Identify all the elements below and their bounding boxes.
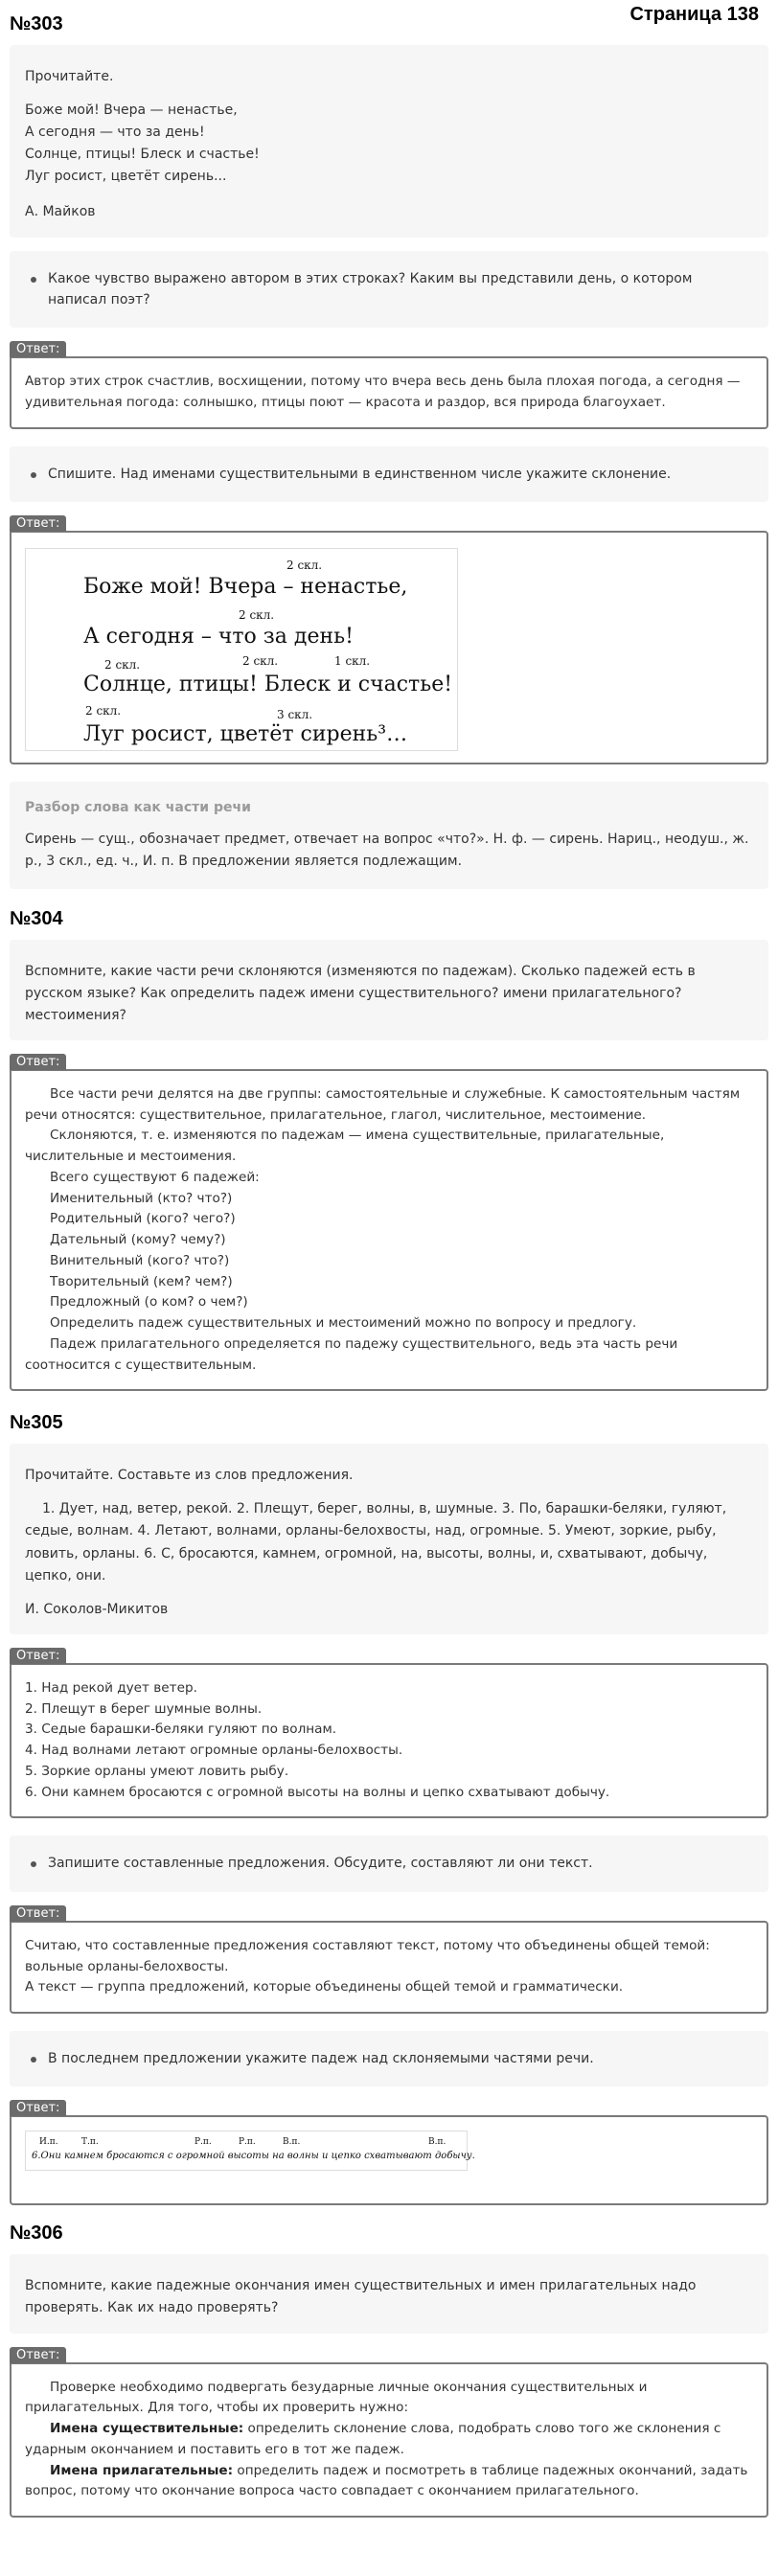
- sentence: 1. Над рекой дует ветер.: [25, 1679, 197, 1696]
- answer-label: Ответ:: [10, 2347, 66, 2363]
- case-label: В.п.: [428, 2137, 446, 2148]
- answer-box: [10, 356, 768, 429]
- answer-label: Ответ:: [10, 1905, 66, 1922]
- answer-paragraph: Всего существуют 6 падежей:: [50, 1169, 260, 1185]
- declension-label: 2 скл.: [242, 654, 279, 669]
- exercise-306-title: №306: [10, 2223, 63, 2245]
- answer-paragraph: Склоняются, т. е. изменяются по падежам — имена существительные, прилагательные, числительные и местоимения.: [25, 1128, 665, 1165]
- answer-paragraph: [25, 2461, 753, 2503]
- declension-label: 1 скл.: [334, 654, 371, 669]
- analysis-title: Разбор слова как части речи: [25, 800, 251, 816]
- question: [10, 446, 768, 502]
- question-text: В последнем предложении укажите падеж над склоняемыми частями речи.: [48, 2051, 594, 2066]
- answer-box: [10, 2362, 768, 2519]
- task-author: И. Соколов-Микитов: [25, 1601, 169, 1617]
- exercise-303-task: [10, 45, 768, 238]
- question: [10, 251, 768, 329]
- answer-box: [10, 531, 768, 764]
- case-label: Р.п.: [194, 2137, 212, 2148]
- declension-label: 2 скл.: [286, 559, 323, 573]
- case-label: Т.п.: [81, 2137, 99, 2148]
- answer-label: Ответ:: [10, 1648, 66, 1664]
- poem-line: Луг росист, цветёт сирень³…: [83, 722, 408, 747]
- page-number: Страница 138: [629, 4, 759, 25]
- case-item: Дательный (кому? чему?): [50, 1232, 226, 1248]
- sentence: 5. Зоркие орланы умеют ловить рыбу.: [25, 1763, 289, 1779]
- answer-box: [10, 1069, 768, 1392]
- answer-label: Ответ:: [10, 515, 66, 532]
- answer-paragraph: Проверке необходимо подвергать безударные личные окончания существительных и прилагательных. Для того, чтобы их проверить нужно:: [25, 2379, 648, 2416]
- sentence: 3. Седые барашки-беляки гуляют по волнам.: [25, 1721, 337, 1738]
- exercise-304-task: [10, 940, 768, 1040]
- bullet-icon: [31, 277, 36, 283]
- exercise-303-title: №303: [10, 13, 63, 34]
- answer-label: Ответ:: [10, 341, 66, 357]
- term-nouns: Имена существительные:: [50, 2421, 244, 2437]
- poem: Боже мой! Вчера — ненастье, А сегодня — что за день! Солнце, птицы! Блеск и счастье! Луг росист, цветёт сирень...: [25, 103, 260, 185]
- declension-label: 3 скл.: [277, 708, 313, 722]
- term-adjectives-text: определить падеж и посмотреть в таблице падежных окончаний, задать вопрос, потому что окончание вопроса часто совпадает с окончанием прилагательного.: [25, 2462, 748, 2499]
- case-item: Именительный (кто? что?): [50, 1190, 233, 1206]
- exercise-305-title: №305: [10, 1412, 63, 1434]
- exercise-305-task: [10, 1444, 768, 1634]
- sentence: 6. Они камнем бросаются с огромной высоты на волны и цепко схватывают добычу.: [25, 1784, 610, 1800]
- term-adjectives: Имена прилагательные:: [50, 2462, 234, 2478]
- declension-label: 2 скл.: [104, 658, 141, 672]
- case-label: Р.п.: [239, 2137, 256, 2148]
- poem-line: Боже мой! Вчера – ненастье,: [83, 575, 408, 600]
- poem-line: А сегодня – что за день!: [83, 625, 354, 650]
- case-item: Творительный (кем? чем?): [50, 1273, 233, 1289]
- exercise-306-task: [10, 2254, 768, 2333]
- answer-paragraph: Определить падеж существительных и местоимений можно по вопросу и предлогу.: [50, 1315, 637, 1332]
- question-text: Спишите. Над именами существительными в единственном числе укажите склонение.: [48, 466, 672, 482]
- answer-paragraph: Все части речи делятся на две группы: самостоятельные и служебные. К самостоятельным частям речи относятся: существительное, прилагательное, глагол, числительное, местоимение.: [25, 1085, 741, 1123]
- question-text: Какое чувство выражено автором в этих строках? Каким вы представили день, о котором написал поэт?: [48, 270, 693, 308]
- sentence-line: 6.Они камнем бросаются с огромной высоты на волны и цепко схватывают добычу.: [32, 2151, 475, 2162]
- poem-line: Солнце, птицы! Блеск и счастье!: [83, 672, 453, 697]
- answer-paragraph: [25, 2419, 753, 2461]
- case-label: И.п.: [39, 2137, 58, 2148]
- term-nouns-text: определить склонение слова, подобрать слово того же склонения с ударным окончанием и поставить его в тот же падеж.: [25, 2421, 721, 2457]
- answer-box: [10, 1663, 768, 1819]
- exercise-304-title: №304: [10, 907, 63, 929]
- case-item: Родительный (кого? чего?): [50, 1211, 236, 1227]
- answer-label: Ответ:: [10, 2100, 66, 2116]
- bullet-icon: [31, 472, 36, 478]
- analysis-text: Сирень — сущ., обозначает предмет, отвечает на вопрос «что?». Н. ф. — сирень. Нариц., неодуш., ж. р., 3 скл., ед. ч., И. п. В предложении является подлежащим.: [25, 832, 749, 870]
- sentence: 4. Над волнами летают огромные орланы-белохвосты.: [25, 1743, 403, 1759]
- task-intro: Прочитайте. Составьте из слов предложения.: [25, 1468, 354, 1484]
- handwritten-answer-image: [25, 548, 458, 751]
- task-text: Вспомните, какие части речи склоняются (изменяются по падежам). Сколько падежей есть в русском языке? Как определить падеж имени существительного? имени прилагательного? местоимения?: [25, 963, 696, 1023]
- word-analysis: [10, 782, 768, 888]
- question: [10, 2031, 768, 2086]
- handwritten-answer-image: [25, 2131, 475, 2171]
- task-intro: Прочитайте.: [25, 69, 114, 84]
- poem-author: А. Майков: [25, 204, 96, 220]
- task-words: 1. Дует, над, ветер, рекой. 2. Плещут, берег, волны, в, шумные. 3. По, барашки-беляки, гуляют, седые, волнам. 4. Летают, волнами, орланы-белохвосты, над, огромные. 5. Умеют, зоркие, рыбу, ловить, орланы. 6. С, бросаются, камнем, огромной, на, высоты, волны, и, схватывают, добычу, цепко, они.: [25, 1501, 727, 1584]
- case-item: Винительный (кого? что?): [50, 1252, 230, 1268]
- case-item: Предложный (о ком? о чем?): [50, 1294, 248, 1311]
- question: [10, 1835, 768, 1891]
- task-text: Вспомните, какие падежные окончания имен существительных и имен прилагательных надо проверять. Как их надо проверять?: [25, 2278, 697, 2316]
- sentence: 2. Плещут в берег шумные волны.: [25, 1700, 263, 1717]
- answer-text: А текст — группа предложений, которые объединены общей темой и грамматически.: [25, 1979, 624, 1995]
- answer-text: Считаю, что составленные предложения составляют текст, потому что объединены общей темой: вольные орланы-белохвосты.: [25, 1937, 710, 1974]
- question-text: Запишите составленные предложения. Обсудите, составляют ли они текст.: [48, 1856, 593, 1872]
- answer-paragraph: Падеж прилагательного определяется по падежу существительного, ведь эта часть речи соотносится с существительным.: [25, 1335, 678, 1373]
- case-label: В.п.: [283, 2137, 301, 2148]
- answer-text: Автор этих строк счастлив, восхищении, потому что вчера весь день была плохая погода, а сегодня — удивительная погода: солнышко, птицы поют — красота и раздор, вся природа благоухает.: [25, 374, 741, 411]
- bullet-icon: [31, 1861, 36, 1867]
- answer-box: [10, 2115, 768, 2205]
- bullet-icon: [31, 2057, 36, 2063]
- declension-label: 2 скл.: [85, 704, 122, 718]
- answer-label: Ответ:: [10, 1054, 66, 1070]
- answer-box: [10, 1921, 768, 2014]
- declension-label: 2 скл.: [239, 608, 275, 623]
